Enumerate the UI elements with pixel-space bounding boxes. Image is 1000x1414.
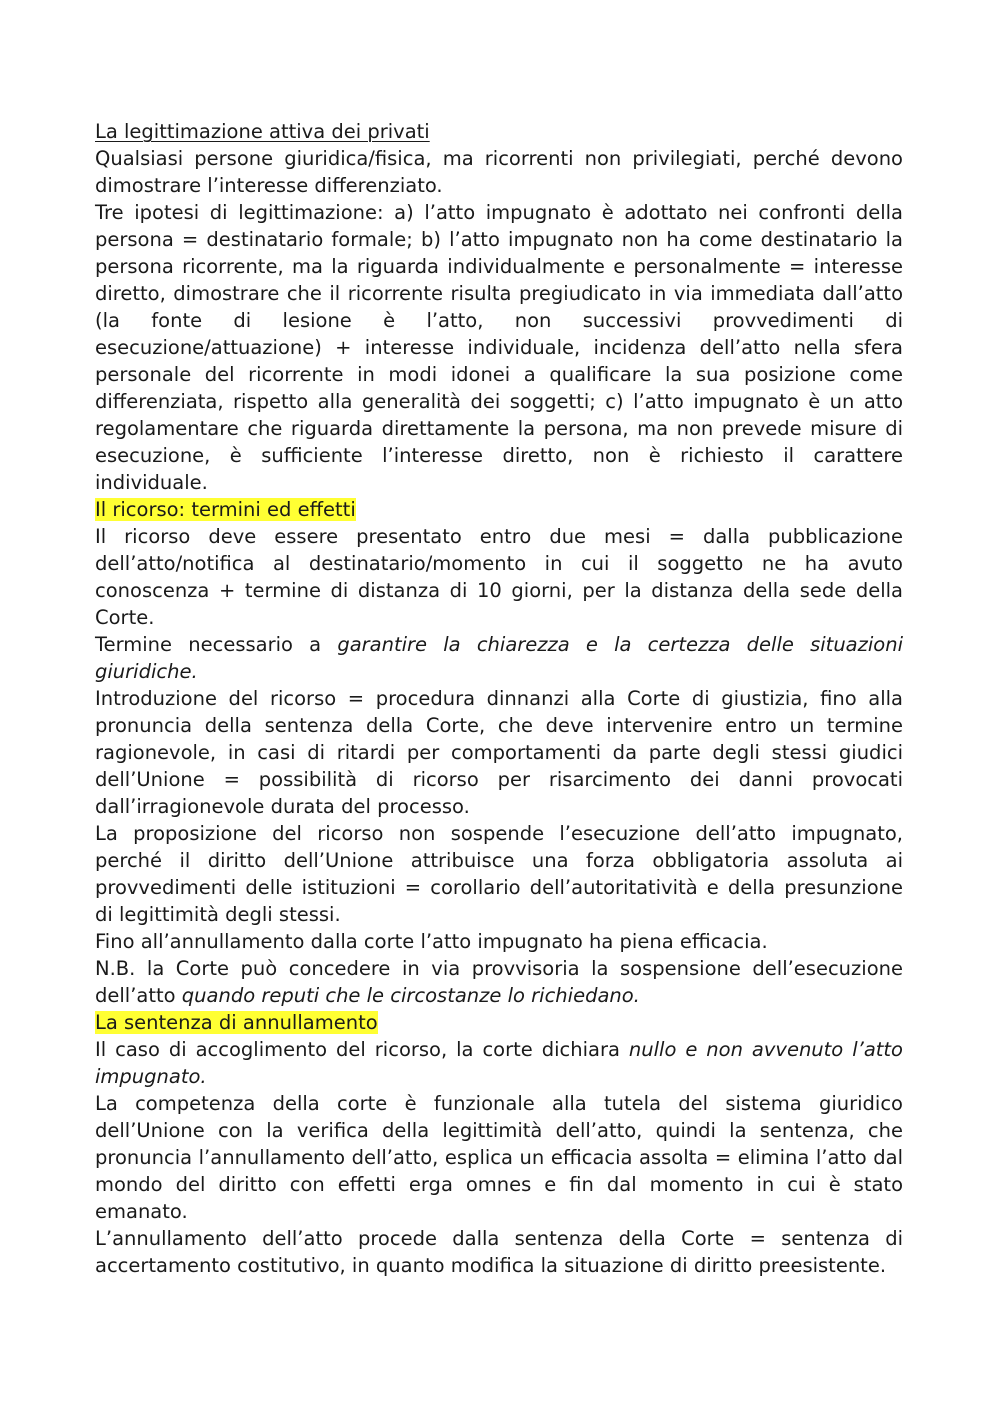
paragraph-text: Il caso di accoglimento del ricorso, la corte dichiara xyxy=(95,1038,629,1061)
paragraph: La competenza della corte è funzionale alla tutela del sistema giuridico dell’Unione con la verifica della legittimità dell’atto, quindi la sentenza, che pronuncia l’annullamento dell’atto, esplica un efficacia assolta = elimina l’atto dal mondo del diritto con effetti erga omnes e fin dal momento in cui è stato emanato. xyxy=(95,1092,903,1223)
paragraph-text: N.B. la Corte può concedere in via provvisoria la sospensione dell’esecuzione dell’atto xyxy=(95,957,903,1007)
paragraph-text: Termine necessario a xyxy=(95,633,338,656)
section-heading-sentenza xyxy=(95,1009,903,1036)
paragraph: La proposizione del ricorso non sospende l’esecuzione dell’atto impugnato, perché il diritto dell’Unione attribuisce una forza obbligatoria assoluta ai provvedimenti delle istituzioni = corollario dell’autoritatività e della presunzione di legittimità degli stessi. xyxy=(95,822,903,926)
section-heading-legittimazione xyxy=(95,118,903,145)
document-page xyxy=(95,118,903,1279)
italic-text: quando reputi che le circostanze lo richiedano. xyxy=(181,984,640,1007)
paragraph xyxy=(95,1036,903,1090)
highlighted-heading-text: La sentenza di annullamento xyxy=(95,1011,378,1034)
paragraph: Il ricorso deve essere presentato entro due mesi = dalla pubblicazione dell’atto/notifica al destinatario/momento in cui il soggetto ne ha avuto conoscenza + termine di distanza di 10 giorni, per la distanza della sede della Corte. xyxy=(95,525,903,629)
paragraph: Tre ipotesi di legittimazione: a) l’atto impugnato è adottato nei confronti della persona = destinatario formale; b) l’atto impugnato non ha come destinatario la persona ricorrente, ma la riguarda individualmente e personalmente = interesse diretto, dimostrare che il ricorrente risulta pregiudicato in via immediata dall’atto (la fonte di lesione è l’atto, non successivi provvedimenti di esecuzione/attuazione) + interesse individuale, incidenza dell’atto nella sfera personale del ricorrente in modi idonei a qualificare la sua posizione come differenziata, rispetto alla generalità dei soggetti; c) l’atto impugnato è un atto regolamentare che riguarda direttamente la persona, ma non prevede misure di esecuzione, è sufficiente l’interesse diretto, non è richiesto il carattere individuale. xyxy=(95,201,903,494)
paragraph: L’annullamento dell’atto procede dalla sentenza della Corte = sentenza di accertamento costitutivo, in quanto modifica la situazione di diritto preesistente. xyxy=(95,1227,903,1277)
section-heading-ricorso xyxy=(95,496,903,523)
heading-text: La legittimazione attiva dei privati xyxy=(95,120,430,143)
paragraph xyxy=(95,631,903,685)
highlighted-heading-text: Il ricorso: termini ed effetti xyxy=(95,498,356,521)
italic-text: garantire la chiarezza e la certezza delle situazioni giuridiche. xyxy=(95,633,903,683)
italic-text: nullo e non avvenuto l’atto impugnato. xyxy=(95,1038,903,1088)
paragraph xyxy=(95,955,903,1009)
paragraph: Qualsiasi persone giuridica/fisica, ma ricorrenti non privilegiati, perché devono dimostrare l’interesse differenziato. xyxy=(95,147,903,197)
paragraph: Fino all’annullamento dalla corte l’atto impugnato ha piena efficacia. xyxy=(95,930,768,953)
paragraph: Introduzione del ricorso = procedura dinnanzi alla Corte di giustizia, fino alla pronuncia della sentenza della Corte, che deve intervenire entro un termine ragionevole, in casi di ritardi per comportamenti da parte degli stessi giudici dell’Unione = possibilità di ricorso per risarcimento dei danni provocati dall’irragionevole durata del processo. xyxy=(95,687,903,818)
